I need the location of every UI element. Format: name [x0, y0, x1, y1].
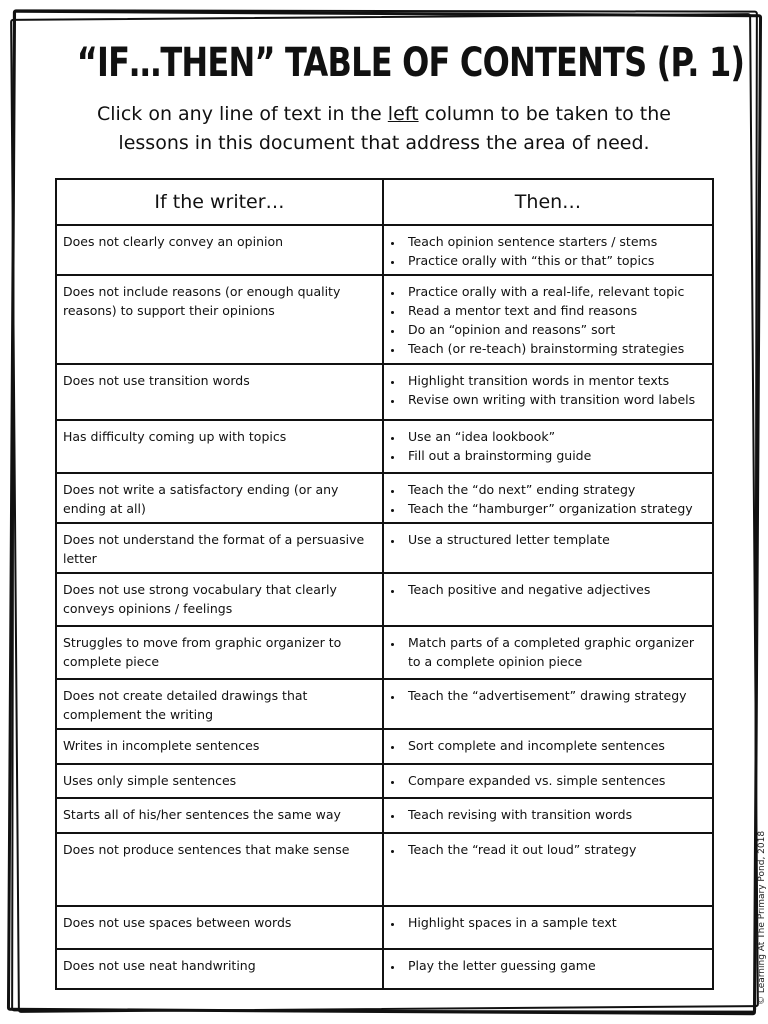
then-list-item: • Revise own writing with transition word labels: [404, 390, 708, 409]
if-cell-link[interactable]: Struggles to move from graphic organizer to complete piece: [56, 626, 383, 679]
then-list-item: • Play the letter guessing game: [404, 956, 708, 975]
then-list: [390, 480, 708, 518]
copyright-text: © Learning At The Primary Pond, 2018: [757, 830, 767, 1005]
instructions-left-emphasis: left: [387, 103, 419, 125]
page-title: “IF…THEN” TABLE OF CONTENTS (P. 1): [76, 40, 745, 86]
table-row: [56, 573, 713, 626]
table-row: [56, 949, 713, 989]
then-list-item: • Fill out a brainstorming guide: [404, 446, 708, 465]
then-list: [390, 686, 708, 705]
then-list: [390, 840, 708, 859]
if-cell-link[interactable]: Does not clearly convey an opinion: [56, 225, 383, 275]
instructions-after: column to be taken to the lessons in this document that address the area of need.: [118, 103, 671, 154]
then-cell: [383, 225, 713, 275]
if-cell-link[interactable]: Writes in incomplete sentences: [56, 729, 383, 764]
then-list: [390, 580, 708, 599]
then-list-item: • Practice orally with a real-life, relevant topic: [404, 282, 708, 301]
then-cell: [383, 949, 713, 989]
then-cell: [383, 420, 713, 473]
then-list-item: • Use an “idea lookbook”: [404, 427, 708, 446]
table-row: [56, 473, 713, 523]
column-header-if: If the writer…: [56, 179, 383, 225]
then-cell: [383, 473, 713, 523]
then-list: [390, 633, 708, 671]
if-then-table: [55, 178, 714, 990]
column-header-then: Then…: [383, 179, 713, 225]
then-cell: [383, 729, 713, 764]
then-list-item: • Compare expanded vs. simple sentences: [404, 771, 708, 790]
then-list-item: • Read a mentor text and find reasons: [404, 301, 708, 320]
then-list-item: • Teach opinion sentence starters / stems: [404, 232, 708, 251]
then-list-item: • Teach revising with transition words: [404, 805, 708, 824]
then-cell: [383, 573, 713, 626]
then-list: [390, 282, 708, 358]
if-cell-link[interactable]: Does not include reasons (or enough quality reasons) to support their opinions: [56, 275, 383, 364]
then-list-item: • Highlight spaces in a sample text: [404, 913, 708, 932]
then-list-item: • Highlight transition words in mentor texts: [404, 371, 708, 390]
then-list: [390, 913, 708, 932]
table-row: [56, 420, 713, 473]
then-list-item: • Match parts of a completed graphic organizer to a complete opinion piece: [404, 633, 708, 671]
then-list: [390, 805, 708, 824]
then-list: [390, 232, 708, 270]
then-list-item: • Teach positive and negative adjectives: [404, 580, 708, 599]
if-cell-link[interactable]: Does not write a satisfactory ending (or any ending at all): [56, 473, 383, 523]
then-list-item: • Teach the “read it out loud” strategy: [404, 840, 708, 859]
then-cell: [383, 679, 713, 729]
table-header-row: [56, 179, 713, 225]
table-row: [56, 626, 713, 679]
if-cell-link[interactable]: Does not create detailed drawings that complement the writing: [56, 679, 383, 729]
if-cell-link[interactable]: Does not produce sentences that make sense: [56, 833, 383, 906]
if-cell-link[interactable]: Does not use transition words: [56, 364, 383, 420]
then-cell: [383, 523, 713, 573]
then-list: [390, 736, 708, 755]
if-cell-link[interactable]: Does not use neat handwriting: [56, 949, 383, 989]
if-cell-link[interactable]: Does not understand the format of a persuasive letter: [56, 523, 383, 573]
table-row: [56, 764, 713, 798]
then-list-item: • Teach (or re-teach) brainstorming strategies: [404, 339, 708, 358]
then-cell: [383, 906, 713, 949]
then-cell: [383, 364, 713, 420]
table-row: [56, 275, 713, 364]
then-list-item: • Teach the “hamburger” organization strategy: [404, 499, 708, 518]
then-cell: [383, 764, 713, 798]
table-row: [56, 833, 713, 906]
if-cell-link[interactable]: Does not use spaces between words: [56, 906, 383, 949]
then-list-item: • Use a structured letter template: [404, 530, 708, 549]
instructions-before: Click on any line of text in the: [97, 103, 388, 125]
table-row: [56, 729, 713, 764]
table-row: [56, 225, 713, 275]
then-cell: [383, 798, 713, 833]
then-list: [390, 771, 708, 790]
table-row: [56, 364, 713, 420]
instructions-text: [60, 100, 708, 158]
if-cell-link[interactable]: Uses only simple sentences: [56, 764, 383, 798]
table-body: [56, 225, 713, 989]
then-list: [390, 371, 708, 409]
then-list-item: • Practice orally with “this or that” topics: [404, 251, 708, 270]
then-cell: [383, 275, 713, 364]
if-cell-link[interactable]: Starts all of his/her sentences the same way: [56, 798, 383, 833]
then-list-item: • Teach the “do next” ending strategy: [404, 480, 708, 499]
then-list-item: • Sort complete and incomplete sentences: [404, 736, 708, 755]
then-cell: [383, 626, 713, 679]
table-row: [56, 798, 713, 833]
then-list-item: • Teach the “advertisement” drawing strategy: [404, 686, 708, 705]
table-row: [56, 679, 713, 729]
then-list: [390, 427, 708, 465]
then-list: [390, 956, 708, 975]
if-cell-link[interactable]: Has difficulty coming up with topics: [56, 420, 383, 473]
table-row: [56, 523, 713, 573]
then-cell: [383, 833, 713, 906]
then-list-item: • Do an “opinion and reasons” sort: [404, 320, 708, 339]
then-list: [390, 530, 708, 549]
table-row: [56, 906, 713, 949]
if-cell-link[interactable]: Does not use strong vocabulary that clearly conveys opinions / feelings: [56, 573, 383, 626]
